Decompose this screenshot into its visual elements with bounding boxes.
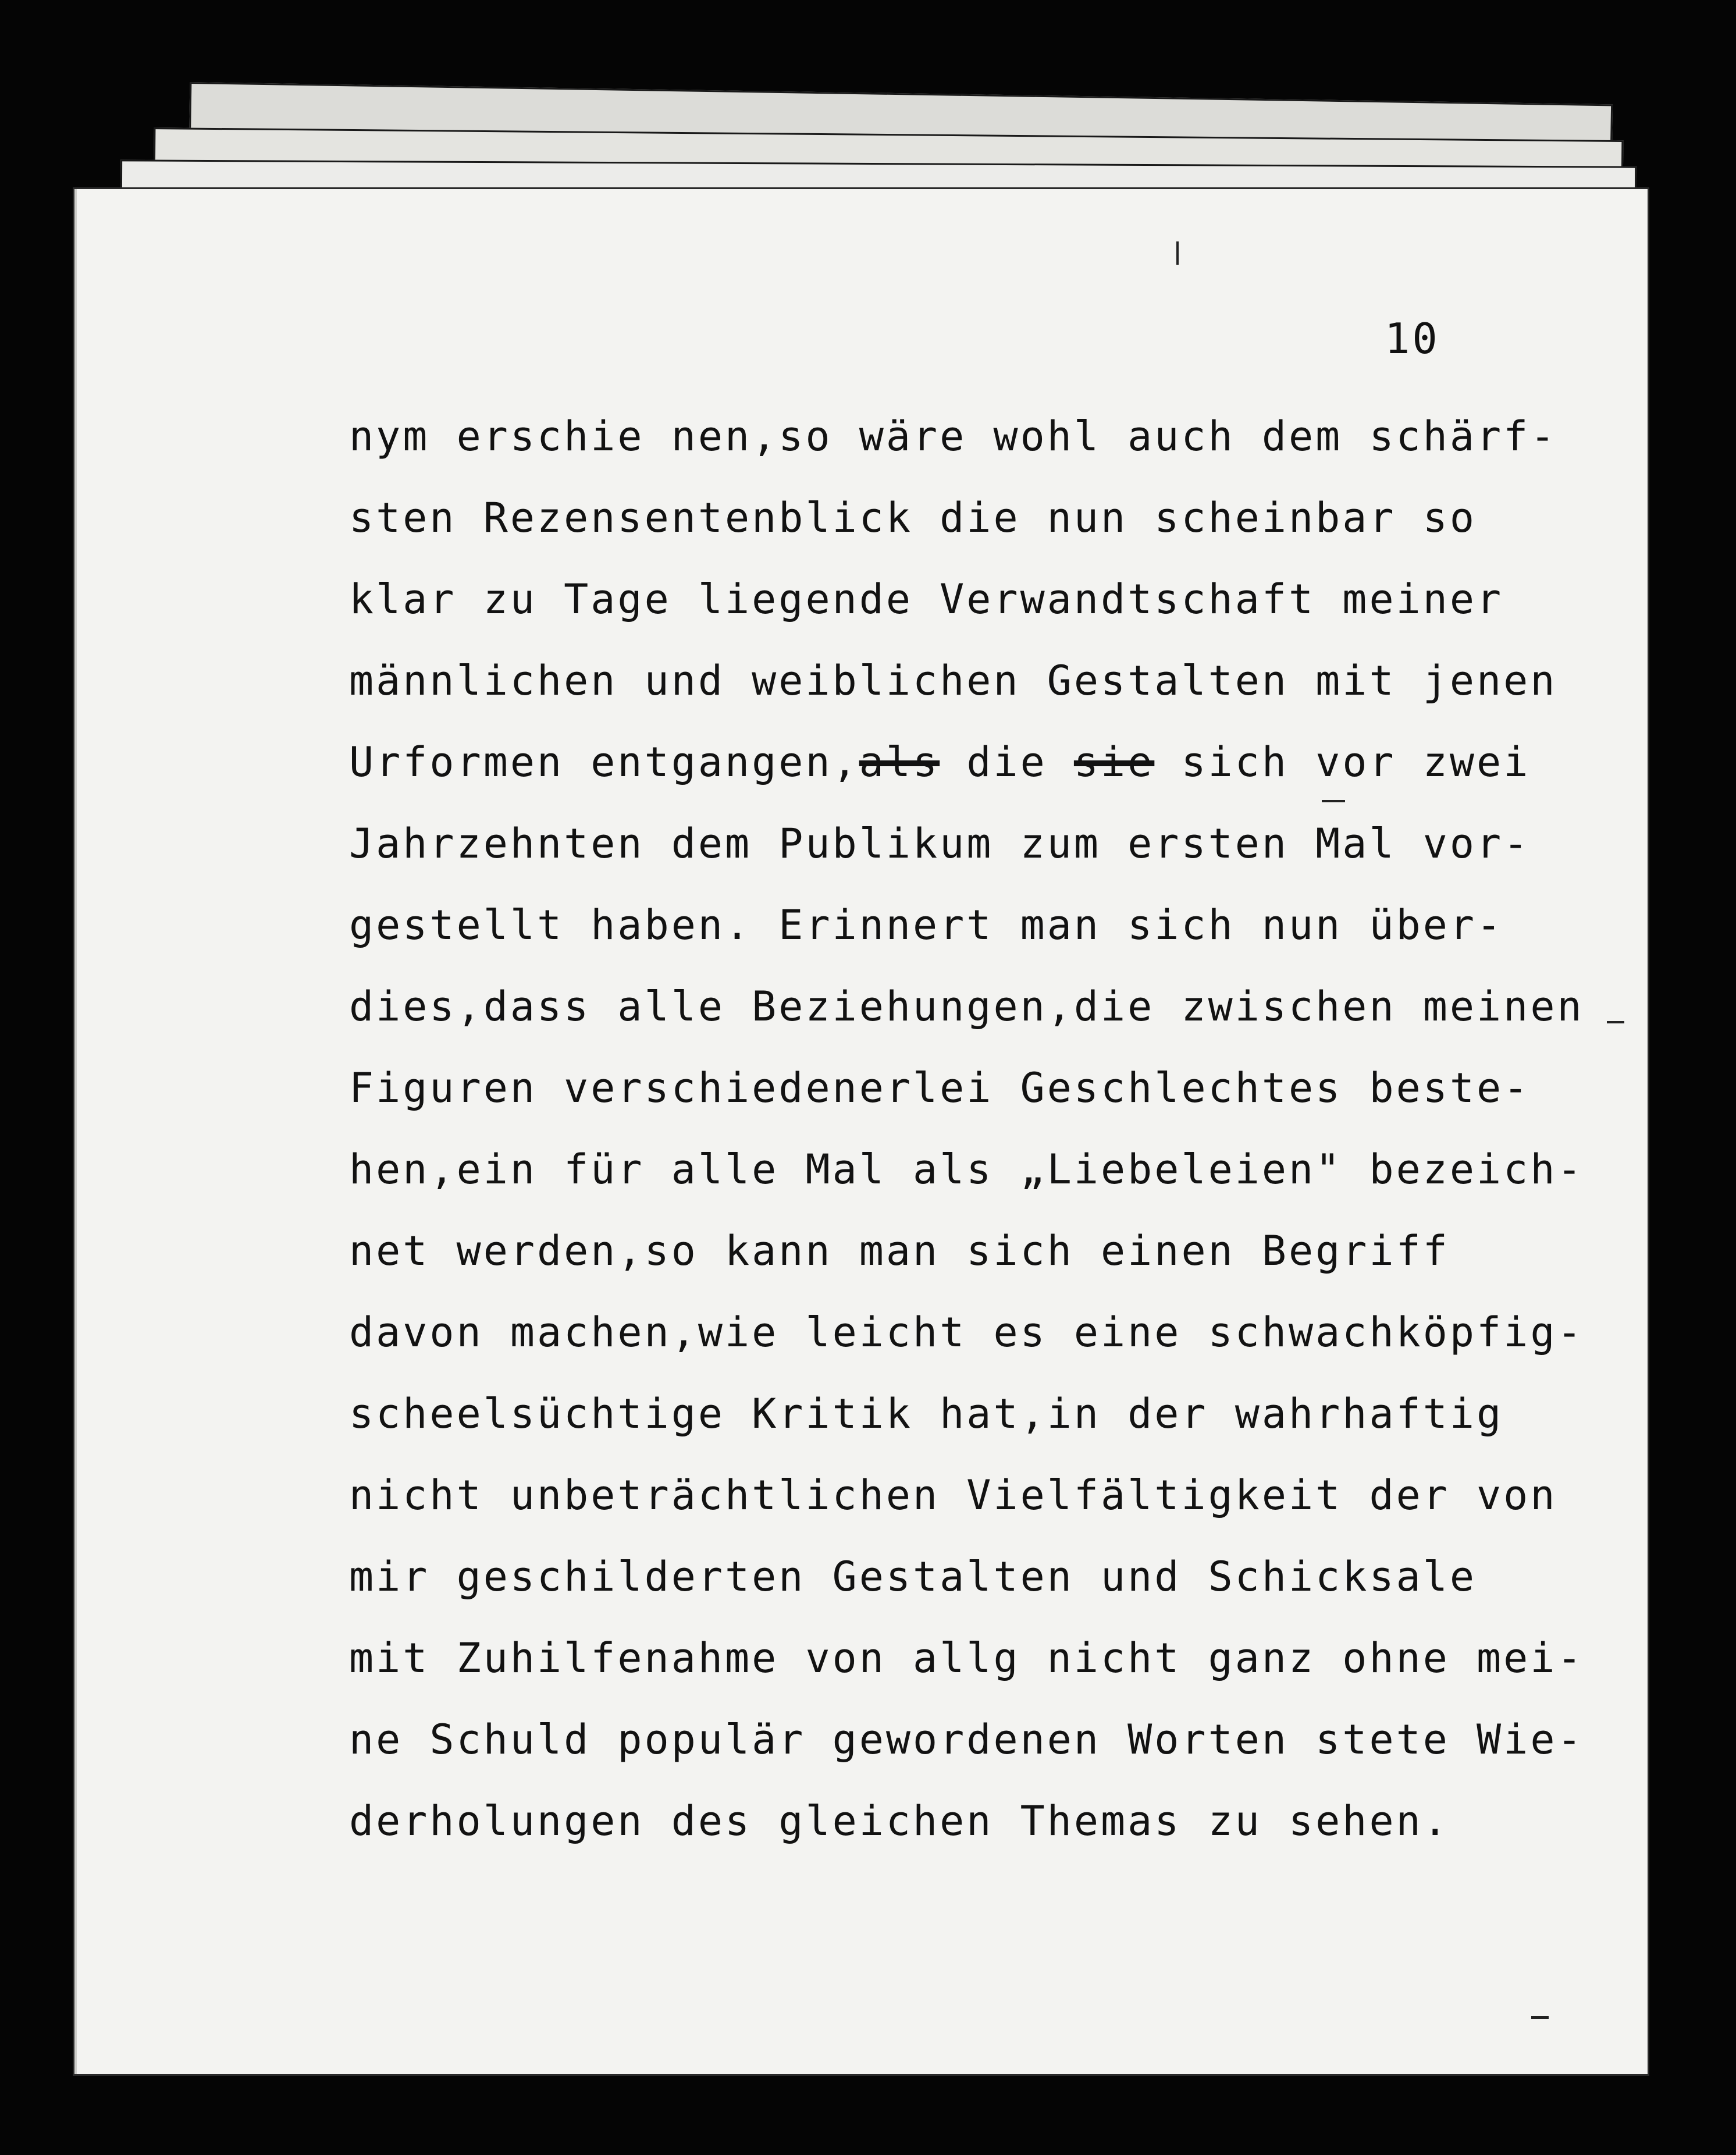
page-number: 10 [1385,314,1440,363]
text-line: Jahrzehnten dem Publikum zum ersten Mal vor- [349,820,1531,867]
struck-word: sie [1073,738,1155,786]
text-line: net werden,so kann man sich einen Begriff [349,1227,1450,1275]
text-segment: Urformen entgangen, [349,738,859,786]
text-line: Figuren verschiedenerlei Geschlechtes beste- [349,1064,1531,1112]
stray-mark [1531,2016,1549,2019]
text-line: hen,ein für alle Mal als „Liebeleien" bezeich- [349,1146,1584,1193]
text-line: davon machen,wie leicht es eine schwachköpfig- [349,1308,1584,1356]
text-line: klar zu Tage liegende Verwandtschaft meiner [349,575,1504,623]
text-line: derholungen des gleichen Themas zu sehen. [349,1797,1450,1845]
stray-mark [1176,241,1179,265]
text-line: scheelsüchtige Kritik hat,in der wahrhaftig [349,1390,1504,1438]
text-segment: die [940,738,1074,786]
text-segment: sich vor zwei [1154,738,1531,786]
text-line: mir geschilderten Gestalten und Schicksale [349,1553,1477,1601]
text-line: nym erschie nen,so wäre wohl auch dem schärf- [349,412,1557,460]
struck-word: als [859,738,940,786]
text-line: ne Schuld populär gewordenen Worten stete Wie- [349,1716,1584,1763]
text-line: dies,dass alle Beziehungen,die zwischen meinen [349,983,1584,1030]
text-line: männlichen und weiblichen Gestalten mit jenen [349,657,1557,705]
text-line: gestellt haben. Erinnert man sich nun über- [349,901,1504,949]
stray-mark [1607,1021,1624,1023]
text-line [349,721,1530,803]
text-line: nicht unbeträchtlichen Vielfältigkeit der von [349,1471,1557,1519]
text-line: sten Rezensentenblick die nun scheinbar so [349,494,1477,542]
text-line: mit Zuhilfenahme von allg nicht ganz ohne mei- [349,1634,1584,1682]
